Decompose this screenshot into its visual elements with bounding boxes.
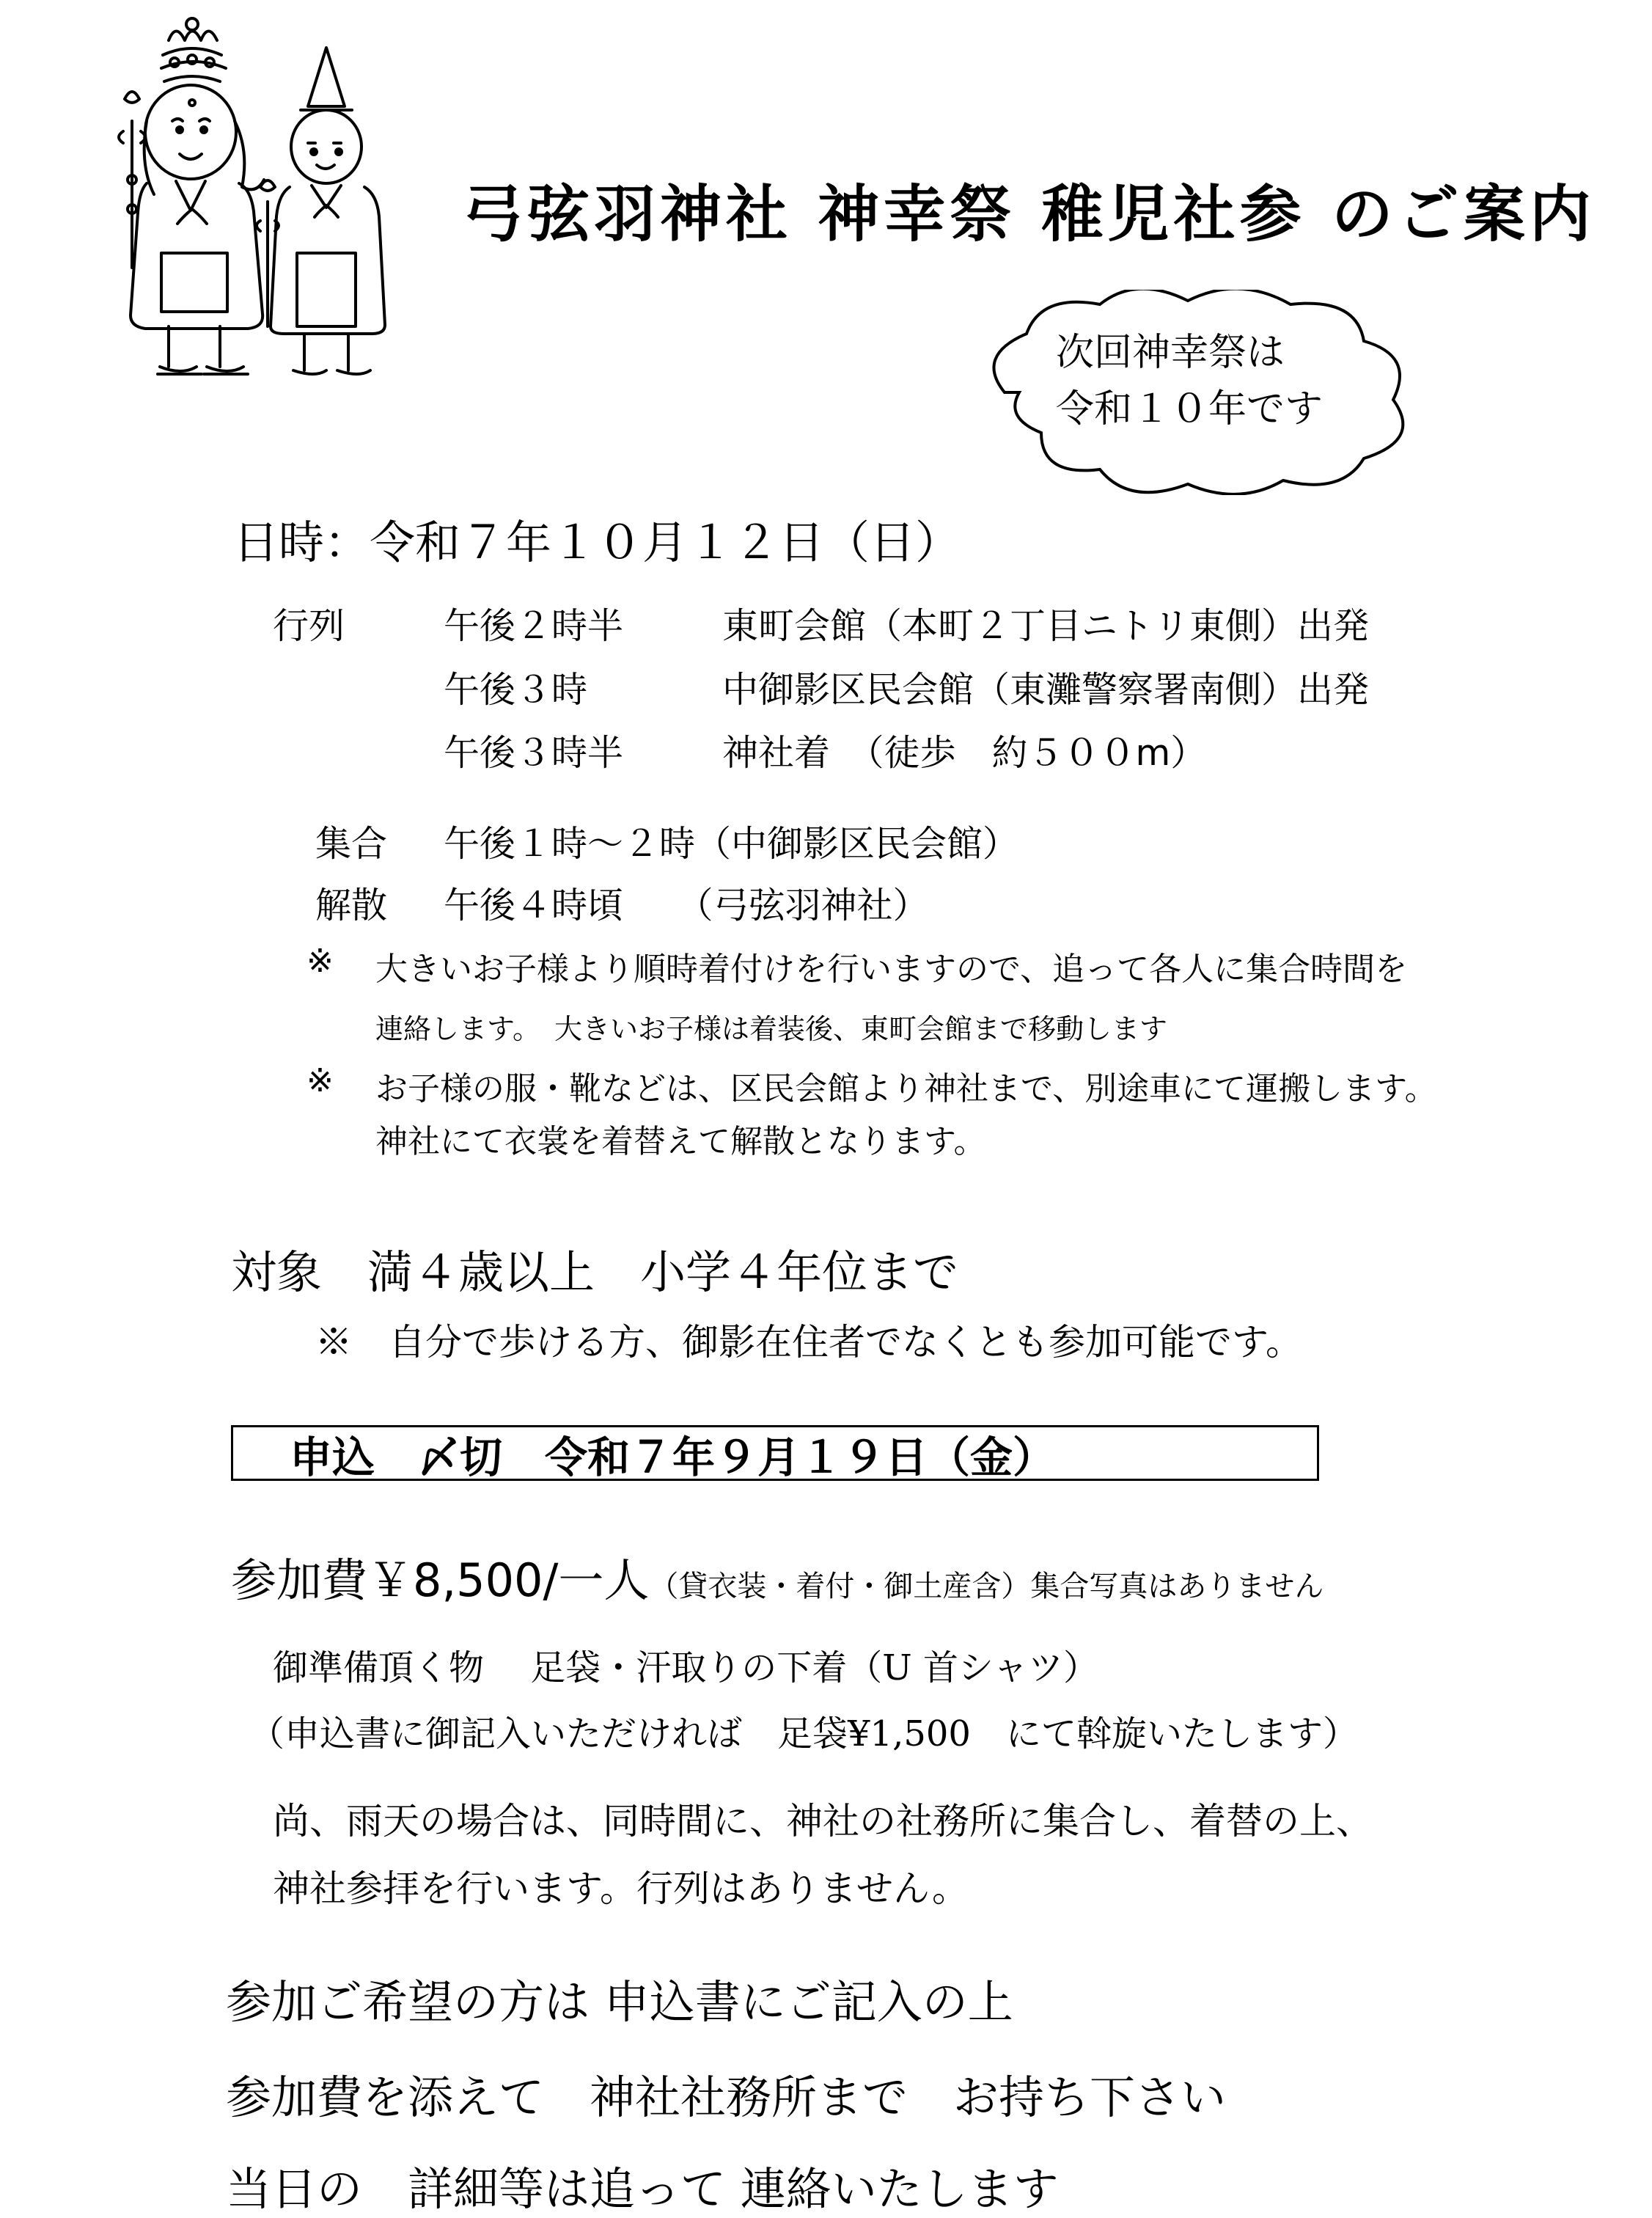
- closing-line3: 当日の 詳細等は追って 連絡いたします: [226, 2162, 1059, 2216]
- note-line: 大きいお子様より順時着付けを行いますので、追って各人に集合時間を: [375, 951, 1408, 988]
- rain-note-line1: 尚、雨天の場合は、同時間に、神社の社務所に集合し、着替の上、: [273, 1800, 1373, 1842]
- schedule-event: 神社着 （徒歩 約５００m）: [722, 732, 1207, 774]
- procession-label: 行列: [273, 605, 345, 647]
- fee-amount: 参加費￥8,500/一人: [231, 1553, 650, 1607]
- note-line: お子様の服・靴などは、区民会館より神社まで、別途車にて運搬します。: [375, 1070, 1437, 1108]
- event-date: 日時：令和７年１０月１２日（日）: [233, 516, 961, 569]
- closing-line2: 参加費を添えて 神社社務所まで お持ち下さい: [226, 2071, 1227, 2124]
- tabi-offer: （申込書に御記入いただければ 足袋¥1,500 にて斡旋いたします）: [249, 1713, 1358, 1754]
- dismiss-label: 解散: [315, 885, 388, 926]
- note-line: 連絡します。 大きいお子様は着装後、東町会館まで移動します: [375, 1013, 1167, 1045]
- fee-details: （貸衣装・着付・御土産含）集合写真はありません: [649, 1570, 1324, 1603]
- page-title: 弓弦羽神社 神幸祭 稚児社参 のご案内: [462, 177, 1596, 250]
- schedule-event: 中御影区民会館（東灘警察署南側）出発: [722, 669, 1370, 711]
- fee-line: [231, 1544, 1324, 1609]
- crown-ornament: [161, 18, 226, 81]
- schedule-time: 午後３時: [444, 669, 588, 711]
- schedule-time: 午後３時半: [444, 732, 624, 774]
- chigo-children-illustration: [110, 11, 447, 385]
- schedule-time: 午後２時半: [444, 605, 624, 647]
- dismiss-value: 午後４時頃 （弓弦羽神社）: [444, 885, 929, 926]
- schedule-event: 東町会館（本町２丁目ニトリ東側）出発: [722, 605, 1370, 647]
- note-line: 神社にて衣裳を着替えて解散となります。: [375, 1123, 986, 1160]
- cloud-text-line2: 令和１０年です: [1056, 387, 1324, 431]
- rain-note-line2: 神社参拝を行います。行列はありません。: [273, 1867, 969, 1910]
- prepare-items: 御準備頂く物 足袋・汗取りの下着（U 首シャツ）: [273, 1647, 1099, 1688]
- deadline-text: 申込 〆切 令和７年９月１９日（金）: [290, 1432, 1056, 1482]
- closing-line1: 参加ご希望の方は 申込書にご記入の上: [226, 1975, 1013, 2029]
- note-mark: ※: [306, 1062, 334, 1099]
- cloud-text-line1: 次回神幸祭は: [1056, 331, 1285, 375]
- gather-value: 午後１時～２時（中御影区民会館）: [444, 823, 1019, 865]
- target-note: ※ 自分で歩ける方、御影在住者でなくとも参加可能です。: [315, 1321, 1302, 1364]
- note-mark: ※: [306, 943, 334, 980]
- gather-label: 集合: [315, 823, 388, 865]
- target-age: 対象 満４歳以上 小学４年位まで: [231, 1245, 959, 1299]
